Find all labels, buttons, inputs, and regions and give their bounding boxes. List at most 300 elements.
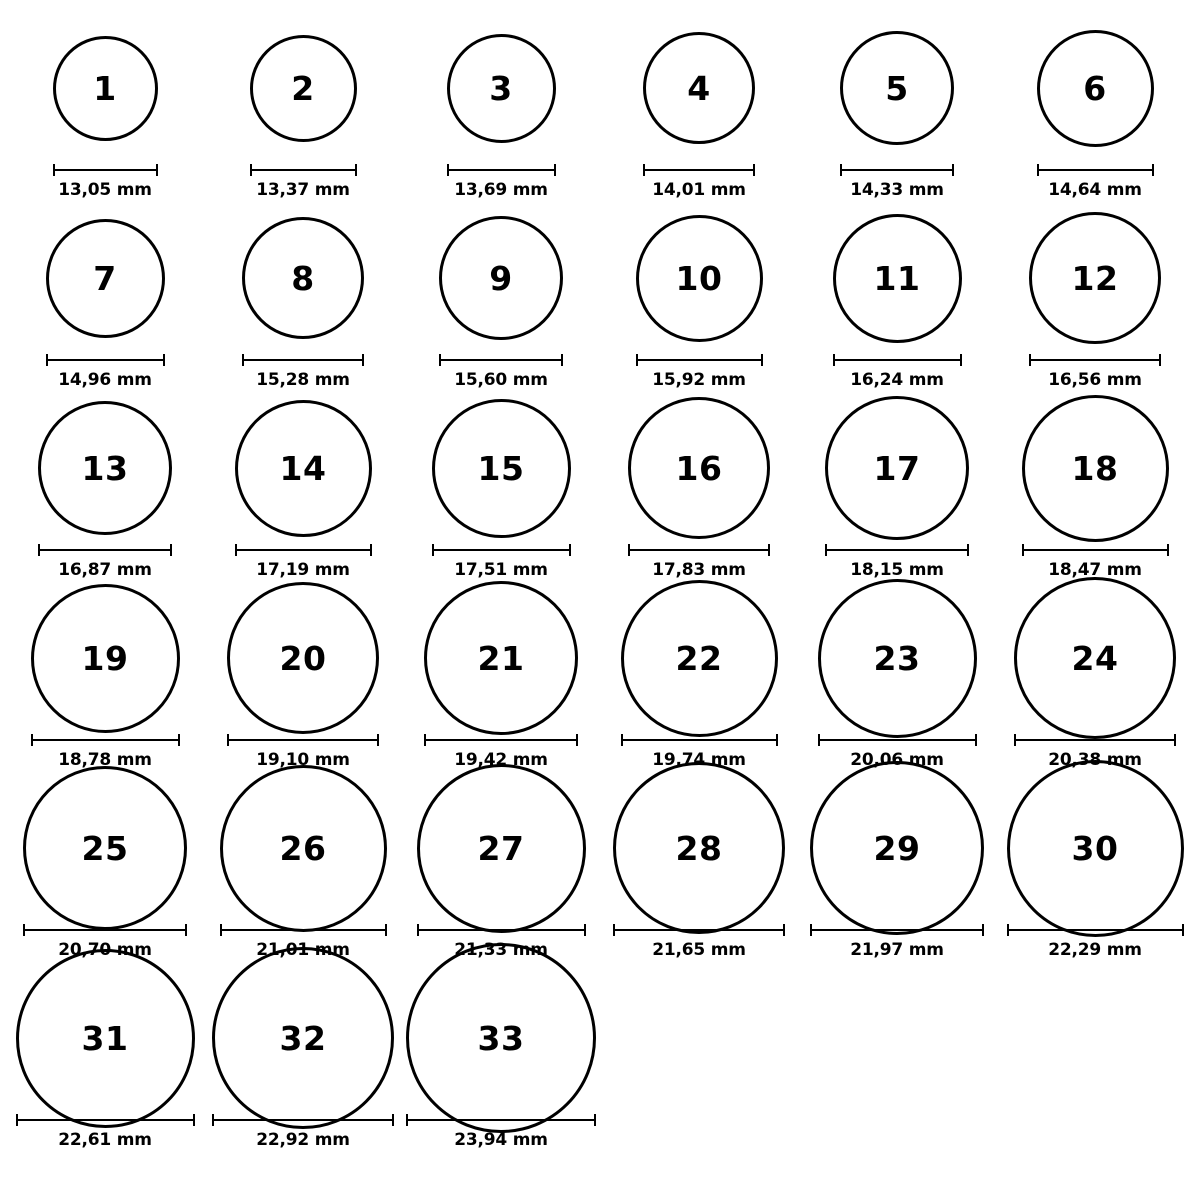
ring-size-cell[interactable] [208, 394, 398, 584]
ring-size-cell[interactable] [604, 14, 794, 204]
ring-circle-wrap [447, 14, 556, 162]
ring-circle-wrap [38, 394, 172, 542]
caliper-tick-left [227, 734, 229, 746]
ring-circle-icon [53, 36, 158, 141]
ring-size-cell[interactable] [10, 204, 200, 394]
caliper-bar [643, 169, 755, 171]
ring-circle-icon [212, 947, 394, 1129]
diameter-label: 16,24 mm [850, 370, 944, 390]
ring-size-number: 30 [1071, 828, 1119, 868]
dimension-annotation [16, 1114, 195, 1150]
caliper-bar [212, 1119, 394, 1121]
caliper-tick-left [840, 164, 842, 176]
dimension-annotation [1007, 924, 1184, 960]
ring-size-number: 27 [477, 828, 525, 868]
ring-size-cell[interactable] [604, 584, 794, 774]
ring-circle-wrap [16, 964, 195, 1112]
caliper-bar [220, 929, 387, 931]
ring-circle-icon [810, 761, 984, 935]
caliper-tick-right [982, 924, 984, 936]
ring-circle-icon [613, 762, 785, 934]
caliper-tick-right [185, 924, 187, 936]
ring-size-number: 22 [675, 638, 723, 678]
caliper-bar [439, 359, 563, 361]
dimension-annotation [628, 544, 770, 580]
ring-size-cell[interactable] [10, 964, 200, 1154]
dimension-annotation [1029, 354, 1161, 390]
diameter-label: 19,74 mm [652, 750, 746, 770]
ring-circle-icon [227, 582, 379, 734]
diameter-label: 14,64 mm [1048, 180, 1142, 200]
ring-circle-icon [1037, 30, 1154, 147]
ring-circle-icon [250, 35, 357, 142]
ring-size-cell[interactable] [1000, 204, 1190, 394]
dimension-annotation [242, 354, 364, 390]
ring-size-cell[interactable] [208, 584, 398, 774]
ring-circle-wrap [643, 14, 755, 162]
ring-circle-icon [636, 215, 763, 342]
ring-circle-icon [432, 399, 571, 538]
caliper-tick-right [1152, 164, 1154, 176]
ring-size-cell[interactable] [1000, 584, 1190, 774]
ring-size-grid [0, 14, 1200, 1154]
diameter-label: 21,33 mm [454, 940, 548, 960]
caliper-icon [818, 734, 977, 745]
ring-circle-wrap [432, 394, 571, 542]
caliper-bar [406, 1119, 596, 1121]
diameter-label: 18,47 mm [1048, 560, 1142, 580]
caliper-tick-right [355, 164, 357, 176]
caliper-bar [31, 739, 180, 741]
ring-size-cell[interactable] [1000, 14, 1190, 204]
dimension-annotation [31, 734, 180, 770]
dimension-annotation [833, 354, 962, 390]
ring-size-cell[interactable] [208, 774, 398, 964]
ring-circle-icon [1029, 212, 1161, 344]
caliper-bar [432, 549, 571, 551]
caliper-bar [227, 739, 379, 741]
caliper-tick-right [1182, 924, 1184, 936]
ring-size-cell[interactable] [604, 394, 794, 584]
caliper-tick-left [1029, 354, 1031, 366]
caliper-icon [1007, 924, 1184, 935]
ring-circle-wrap [31, 584, 180, 732]
ring-circle-wrap [1029, 204, 1161, 352]
ring-size-cell[interactable] [10, 394, 200, 584]
caliper-tick-right [776, 734, 778, 746]
ring-circle-wrap [250, 14, 357, 162]
diameter-label: 15,92 mm [652, 370, 746, 390]
ring-circle-wrap [833, 204, 962, 352]
diameter-label: 16,56 mm [1048, 370, 1142, 390]
ring-size-cell[interactable] [406, 584, 596, 774]
caliper-icon [1014, 734, 1176, 745]
caliper-icon [250, 164, 357, 175]
ring-size-cell[interactable] [802, 14, 992, 204]
diameter-label: 17,19 mm [256, 560, 350, 580]
caliper-tick-right [768, 544, 770, 556]
caliper-tick-left [220, 924, 222, 936]
caliper-icon [242, 354, 364, 365]
caliper-tick-right [761, 354, 763, 366]
caliper-icon [810, 924, 984, 935]
caliper-icon [38, 544, 172, 555]
ring-size-cell[interactable] [406, 394, 596, 584]
ring-size-cell[interactable] [604, 204, 794, 394]
caliper-tick-right [362, 354, 364, 366]
ring-size-cell[interactable] [406, 204, 596, 394]
caliper-tick-left [818, 734, 820, 746]
diameter-label: 17,83 mm [652, 560, 746, 580]
caliper-tick-right [170, 544, 172, 556]
caliper-tick-left [53, 164, 55, 176]
dimension-annotation [825, 544, 969, 580]
caliper-bar [1022, 549, 1169, 551]
caliper-bar [447, 169, 556, 171]
caliper-icon [643, 164, 755, 175]
ring-circle-wrap [227, 584, 379, 732]
dimension-annotation [432, 544, 571, 580]
diameter-label: 18,15 mm [850, 560, 944, 580]
caliper-icon [833, 354, 962, 365]
diameter-label: 17,51 mm [454, 560, 548, 580]
caliper-bar [636, 359, 763, 361]
caliper-bar [1014, 739, 1176, 741]
ring-size-number: 28 [675, 828, 723, 868]
ring-circle-icon [242, 217, 364, 339]
caliper-bar [250, 169, 357, 171]
ring-size-number: 7 [93, 258, 117, 298]
ring-circle-icon [628, 397, 770, 539]
ring-size-number: 15 [477, 448, 525, 488]
caliper-icon [621, 734, 778, 745]
ring-circle-icon [220, 765, 387, 932]
ring-size-number: 13 [81, 448, 129, 488]
ring-size-number: 23 [873, 638, 921, 678]
dimension-annotation [212, 1114, 394, 1150]
caliper-icon [212, 1114, 394, 1125]
caliper-icon [53, 164, 158, 175]
caliper-tick-right [178, 734, 180, 746]
ring-circle-wrap [235, 394, 372, 542]
ring-size-number: 12 [1071, 258, 1119, 298]
ring-circle-icon [840, 31, 954, 145]
caliper-tick-left [447, 164, 449, 176]
diameter-label: 20,70 mm [58, 940, 152, 960]
ring-size-cell[interactable] [1000, 394, 1190, 584]
caliper-bar [818, 739, 977, 741]
ring-size-cell[interactable] [406, 964, 596, 1154]
caliper-bar [235, 549, 372, 551]
diameter-label: 15,28 mm [256, 370, 350, 390]
caliper-bar [1007, 929, 1184, 931]
dimension-annotation [636, 354, 763, 390]
dimension-annotation [613, 924, 785, 960]
ring-circle-wrap [810, 774, 984, 922]
ring-circle-wrap [212, 964, 394, 1112]
ring-size-number: 9 [489, 258, 513, 298]
dimension-annotation [840, 164, 954, 200]
caliper-bar [53, 169, 158, 171]
ring-size-number: 20 [279, 638, 327, 678]
caliper-tick-right [569, 544, 571, 556]
caliper-tick-left [417, 924, 419, 936]
ring-size-number: 4 [687, 68, 711, 108]
caliper-icon [447, 164, 556, 175]
ring-size-cell[interactable] [10, 584, 200, 774]
diameter-label: 13,37 mm [256, 180, 350, 200]
caliper-icon [432, 544, 571, 555]
ring-circle-icon [825, 396, 969, 540]
dimension-annotation [53, 164, 158, 200]
caliper-tick-left [16, 1114, 18, 1126]
ring-circle-icon [1022, 395, 1169, 542]
caliper-tick-right [1174, 734, 1176, 746]
diameter-label: 21,97 mm [850, 940, 944, 960]
ring-size-number: 19 [81, 638, 129, 678]
caliper-tick-right [783, 924, 785, 936]
ring-size-cell[interactable] [802, 394, 992, 584]
caliper-icon [628, 544, 770, 555]
caliper-tick-left [810, 924, 812, 936]
caliper-tick-left [825, 544, 827, 556]
ring-circle-wrap [417, 774, 586, 922]
caliper-icon [825, 544, 969, 555]
diameter-label: 18,78 mm [58, 750, 152, 770]
ring-circle-icon [46, 219, 165, 338]
caliper-tick-left [38, 544, 40, 556]
ring-size-number: 8 [291, 258, 315, 298]
ring-size-number: 5 [885, 68, 909, 108]
caliper-tick-right [753, 164, 755, 176]
ring-size-cell[interactable] [10, 774, 200, 964]
ring-size-cell[interactable] [208, 964, 398, 1154]
caliper-tick-left [833, 354, 835, 366]
ring-circle-icon [818, 579, 977, 738]
caliper-tick-left [621, 734, 623, 746]
caliper-tick-right [576, 734, 578, 746]
caliper-tick-left [636, 354, 638, 366]
caliper-tick-right [1167, 544, 1169, 556]
ring-circle-icon [424, 581, 578, 735]
ring-circle-wrap [1022, 394, 1169, 542]
caliper-bar [1029, 359, 1161, 361]
caliper-tick-right [967, 544, 969, 556]
caliper-tick-left [212, 1114, 214, 1126]
ring-size-cell[interactable] [208, 14, 398, 204]
ring-size-number: 2 [291, 68, 315, 108]
ring-size-number: 6 [1083, 68, 1107, 108]
caliper-tick-right [370, 544, 372, 556]
ring-circle-icon [235, 400, 372, 537]
diameter-label: 15,60 mm [454, 370, 548, 390]
caliper-bar [628, 549, 770, 551]
caliper-icon [227, 734, 379, 745]
ring-circle-icon [23, 766, 187, 930]
diameter-label: 19,42 mm [454, 750, 548, 770]
ring-circle-icon [38, 401, 172, 535]
diameter-label: 13,69 mm [454, 180, 548, 200]
caliper-tick-left [31, 734, 33, 746]
ring-size-number: 32 [279, 1018, 327, 1058]
ring-circle-wrap [613, 774, 785, 922]
caliper-tick-right [561, 354, 563, 366]
caliper-bar [417, 929, 586, 931]
ring-size-number: 18 [1071, 448, 1119, 488]
diameter-label: 14,01 mm [652, 180, 746, 200]
caliper-icon [1022, 544, 1169, 555]
ring-circle-icon [621, 580, 778, 737]
caliper-tick-left [250, 164, 252, 176]
ring-circle-icon [447, 34, 556, 143]
caliper-bar [833, 359, 962, 361]
ring-size-number: 1 [93, 68, 117, 108]
caliper-bar [810, 929, 984, 931]
caliper-icon [220, 924, 387, 935]
diameter-label: 22,61 mm [58, 1130, 152, 1150]
diameter-label: 19,10 mm [256, 750, 350, 770]
ring-circle-wrap [628, 394, 770, 542]
caliper-icon [636, 354, 763, 365]
dimension-annotation [1037, 164, 1154, 200]
ring-circle-wrap [439, 204, 563, 352]
ring-size-cell[interactable] [802, 774, 992, 964]
ring-size-number: 26 [279, 828, 327, 868]
caliper-tick-left [424, 734, 426, 746]
caliper-icon [424, 734, 578, 745]
ring-size-number: 33 [477, 1018, 525, 1058]
dimension-annotation [810, 924, 984, 960]
diameter-label: 14,33 mm [850, 180, 944, 200]
caliper-bar [621, 739, 778, 741]
caliper-tick-right [1159, 354, 1161, 366]
caliper-icon [439, 354, 563, 365]
caliper-icon [1029, 354, 1161, 365]
caliper-bar [46, 359, 165, 361]
diameter-label: 22,92 mm [256, 1130, 350, 1150]
caliper-tick-left [406, 1114, 408, 1126]
ring-circle-wrap [636, 204, 763, 352]
dimension-annotation [46, 354, 165, 390]
caliper-tick-right [377, 734, 379, 746]
caliper-tick-left [439, 354, 441, 366]
caliper-tick-right [392, 1114, 394, 1126]
diameter-label: 16,87 mm [58, 560, 152, 580]
caliper-icon [235, 544, 372, 555]
caliper-icon [406, 1114, 596, 1125]
caliper-tick-left [643, 164, 645, 176]
caliper-bar [840, 169, 954, 171]
ring-size-number: 29 [873, 828, 921, 868]
caliper-tick-right [385, 924, 387, 936]
caliper-tick-left [1022, 544, 1024, 556]
dimension-annotation [643, 164, 755, 200]
dimension-annotation [439, 354, 563, 390]
ring-circle-wrap [220, 774, 387, 922]
caliper-tick-left [613, 924, 615, 936]
caliper-tick-right [163, 354, 165, 366]
ring-circle-icon [31, 584, 180, 733]
caliper-tick-right [554, 164, 556, 176]
diameter-label: 20,06 mm [850, 750, 944, 770]
ring-size-cell[interactable] [10, 14, 200, 204]
ring-size-number: 25 [81, 828, 129, 868]
ring-size-cell[interactable] [208, 204, 398, 394]
caliper-tick-right [960, 354, 962, 366]
ring-circle-wrap [1014, 584, 1176, 732]
caliper-bar [242, 359, 364, 361]
ring-circle-icon [417, 764, 586, 933]
ring-circle-wrap [424, 584, 578, 732]
caliper-bar [613, 929, 785, 931]
ring-size-number: 17 [873, 448, 921, 488]
ring-circle-wrap [840, 14, 954, 162]
ring-circle-icon [1007, 760, 1184, 937]
caliper-icon [1037, 164, 1154, 175]
dimension-annotation [406, 1114, 596, 1150]
ring-size-number: 3 [489, 68, 513, 108]
ring-circle-icon [643, 32, 755, 144]
ring-size-number: 31 [81, 1018, 129, 1058]
ring-size-number: 16 [675, 448, 723, 488]
caliper-tick-left [1014, 734, 1016, 746]
dimension-annotation [447, 164, 556, 200]
ring-size-cell[interactable] [406, 14, 596, 204]
diameter-label: 20,38 mm [1048, 750, 1142, 770]
ring-size-number: 24 [1071, 638, 1119, 678]
dimension-annotation [250, 164, 357, 200]
ring-circle-icon [439, 216, 563, 340]
ring-size-number: 14 [279, 448, 327, 488]
dimension-annotation [38, 544, 172, 580]
caliper-tick-left [46, 354, 48, 366]
ring-size-cell[interactable] [1000, 774, 1190, 964]
ring-circle-wrap [1037, 14, 1154, 162]
ring-size-cell[interactable] [802, 204, 992, 394]
caliper-tick-left [235, 544, 237, 556]
caliper-tick-right [193, 1114, 195, 1126]
caliper-tick-right [975, 734, 977, 746]
ring-circle-wrap [46, 204, 165, 352]
ring-size-cell[interactable] [406, 774, 596, 964]
caliper-tick-right [594, 1114, 596, 1126]
ring-circle-wrap [621, 584, 778, 732]
caliper-icon [613, 924, 785, 935]
ring-circle-wrap [818, 584, 977, 732]
caliper-tick-right [952, 164, 954, 176]
caliper-icon [417, 924, 586, 935]
caliper-bar [825, 549, 969, 551]
ring-size-cell[interactable] [802, 584, 992, 774]
ring-size-cell[interactable] [604, 774, 794, 964]
caliper-tick-right [156, 164, 158, 176]
caliper-icon [31, 734, 180, 745]
caliper-tick-left [432, 544, 434, 556]
caliper-tick-left [628, 544, 630, 556]
diameter-label: 22,29 mm [1048, 940, 1142, 960]
caliper-icon [840, 164, 954, 175]
caliper-tick-left [1037, 164, 1039, 176]
ring-circle-wrap [53, 14, 158, 162]
diameter-label: 23,94 mm [454, 1130, 548, 1150]
caliper-tick-left [242, 354, 244, 366]
caliper-bar [23, 929, 187, 931]
caliper-icon [23, 924, 187, 935]
ring-circle-wrap [23, 774, 187, 922]
diameter-label: 13,05 mm [58, 180, 152, 200]
ring-circle-wrap [1007, 774, 1184, 922]
caliper-tick-left [1007, 924, 1009, 936]
